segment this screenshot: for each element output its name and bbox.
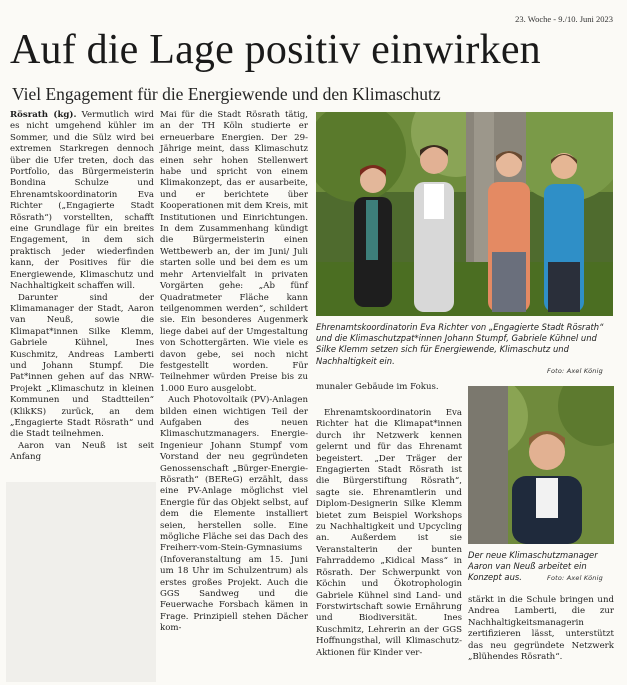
- portrait-photo-caption: Der neue Klimaschutzmanager Aaron van Neuß arbeitet ein Konzept aus.: [468, 550, 598, 583]
- portrait-photo: [468, 386, 614, 544]
- paragraph-text: Vermutlich wird es nicht umgehend kühler im Sommer, und die Sülz wird bei extremen Starkregen dennoch über die Ufer treten, doch das Portfolio, das Bürgermeisterin Bondina Schulze und Ehrenamtskoordinatorin Eva Richter („Engagierte Stadt Rösrath“) vorstellten, schafft eine Grundlage für ein breites Engagement, in dem sich praktisch jeder wiederfinden kann, der Positives für die Energiewende, Klimaschutz und Nachhaltigkeit schaffen will.: [10, 110, 154, 292]
- paragraph: Darunter sind der Klimamanager der Stadt, Aaron van Neuß, sowie die Klimapat*innen Silke Klemm, Gabriele Kühnel, Ines Kuschmitz, Andreas Lamberti und Johann Stumpf. Die Pat*innen gehen auf das NRW-Projekt „Klimaschutz in kleinen Kommunen und Stadtteilen“ (KlikKS) zurück, an dem „Engagierte Stadt Rösrath“ und die Stadt teilnehmen.: [10, 292, 154, 440]
- group-photo-caption: Ehrenamtskoordinatorin Eva Richter von „Engagierte Stadt Rösrath“ und die Klimaschutzpat*innen Johann Stumpf, Gabriele Kühnel und Silke Klemm setzen sich für Energiewende, Klimaschutz und Nachhaltigkeit ein.: [316, 322, 604, 366]
- article-column-3b: [316, 408, 462, 659]
- paragraph: [10, 110, 154, 293]
- paragraph: stärkt in die Schule bringen und Andrea Lamberti, die zur Nachhaltigkeitsmanagerin zertifizieren lässt, unterstützt das neu gegründete Netzwerk „Blühendes Rösrath“.: [468, 595, 614, 663]
- subheadline: Viel Engagement für die Energiewende und den Klimaschutz: [12, 84, 441, 104]
- issue-date: 23. Woche - 9./10. Juni 2023: [515, 14, 613, 24]
- group-photo-credit: Foto: Axel König: [547, 367, 603, 375]
- paragraph: Auch Photovoltaik (PV)-Anlagen bilden einen wichtigen Teil der Aufgaben des neuen Klimaschutzmanagers. Energie-Ingenieur Johann Stumpf vom Vorstand der neu gegründeten Genossenschaft „Bürger-Energie-Rösrath“ (BEReG) erzählt, dass eine PV-Anlage möglichst viel Energie für das Objekt selbst, auf dem die Elemente installiert seien, herstellen solle. Eine mögliche Fläche sei das Dach des Freiherr-vom-Stein-Gymnasiums (Infoveranstaltung am 15. Juni um 18 Uhr im Schulzentrum) als erstes großes Projekt. Auch die GGS Sandweg und die Feuerwache Forsbach kämen in Frage. Prinzipiell stehen Dächer kom-: [160, 395, 308, 634]
- paragraph: Aaron van Neuß ist seit Anfang: [10, 440, 154, 463]
- article-column-4: [468, 595, 614, 663]
- paragraph: munaler Gebäude im Fokus.: [316, 382, 439, 392]
- paragraph: Mai für die Stadt Rösrath tätig, an der TH Köln studierte er erneuerbare Energien. Der 29-Jährige meint, dass Klimaschutz einen sehr hohen Stellenwert habe und spricht von einem Klimakonzept, das er ausarbeite, und er berichtete über Kooperationen mit dem Kreis, mit Institutionen und Einrichtungen. In dem Zusammenhang kündigt die Bürgermeisterin einen Wettbewerb an, der im Juni/ Juli starten solle und bei dem es um mehr Artenvielfalt in privaten Vorgärten gehe: „Ab fünf Quadratmeter Fläche kann teilgenommen werden“, schildert sie. Ein besonderes Augenmerk liege dabei auf der Umgestaltung von Schottergärten. Wie viele es davon gebe, sei noch nicht festgestellt worden. Für Teilnehmer würden Preise bis zu 1.000 Euro ausgelobt.: [160, 110, 308, 394]
- portrait-photo-image: [468, 386, 614, 544]
- article-column-2: [160, 110, 308, 635]
- article-column-1: [10, 110, 154, 464]
- portrait-photo-credit: Foto: Axel König: [547, 574, 603, 582]
- ad-placeholder: [6, 482, 156, 682]
- headline: Auf die Lage positiv einwirken: [10, 27, 541, 73]
- group-photo: [316, 112, 613, 316]
- paragraph: Ehrenamtskoordinatorin Eva Richter hat die Klimapat*innen durch ihr Netzwerk kennen gelernt und für das Ehrenamt begeistert. „Der Träger der Engagierten Stadt Rösrath ist die Bürgerstiftung Rösrath“, sagte sie. Ehrenamtlerin und Diplom-Designerin Silke Klemm bietet zum Beispiel Workshops zu Nachhaltigkeit und Upcycling an. Außerdem ist sie Veranstalterin der bunten Fahrraddemo „Kidical Mass“ in Rösrath. Der Schwerpunkt von Köchin und Ökotrophologin Gabriele Kühnel sind Land- und Forstwirtschaft sowie Ernährung und Biodiversität. Ines Kuschmitz, Lehrerin an der GGS Hoffnungsthal, will Klimaschutz-Aktionen für Kinder ver-: [316, 408, 462, 658]
- dateline: Rösrath (kg).: [10, 110, 77, 120]
- group-photo-image: [316, 112, 613, 316]
- article-column-3: [316, 382, 462, 393]
